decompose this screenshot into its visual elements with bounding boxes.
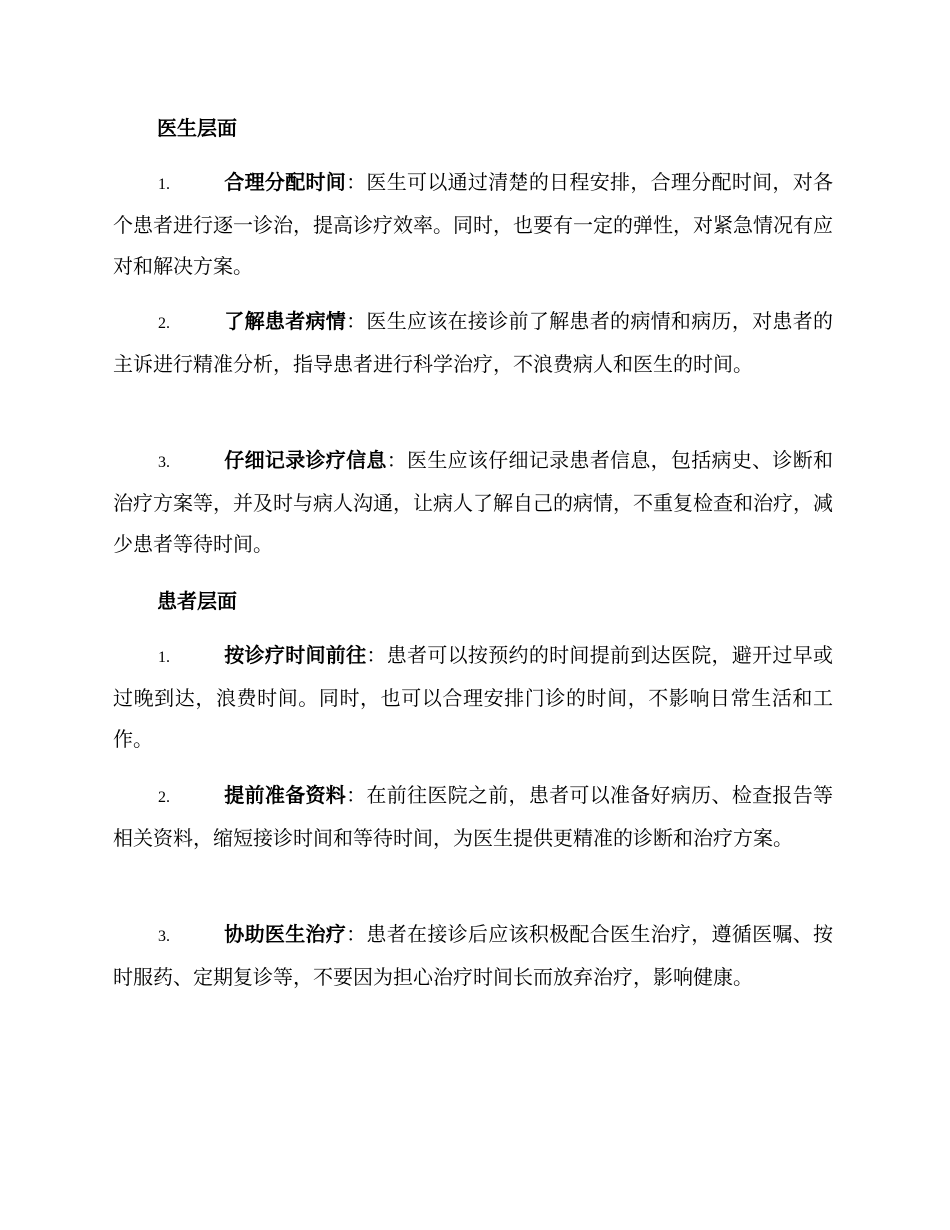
item-text: 医生应该在接诊前了解患者的病情和病历，对患者的主诉进行精准分析，指导患者进行科学治疗，不浪费病人和医生的时间。 bbox=[113, 309, 834, 376]
list-item-doctor-1 bbox=[113, 162, 833, 287]
list-item-doctor-2 bbox=[113, 301, 833, 385]
section-heading-doctor: 医生层面 bbox=[157, 116, 237, 140]
list-number: 3. bbox=[158, 928, 170, 945]
item-text: 医生应该仔细记录患者信息，包括病史、诊断和治疗方案等，并及时与病人沟通，让病人了解自己的病情，不重复检查和治疗，减少患者等待时间。 bbox=[113, 448, 834, 556]
item-separator: ： bbox=[346, 783, 367, 807]
item-term: 仔细记录诊疗信息 bbox=[224, 448, 387, 472]
item-text: 医生可以通过清楚的日程安排，合理分配时间，对各个患者进行逐一诊治，提高诊疗效率。同时，也要有一定的弹性，对紧急情况有应对和解决方案。 bbox=[113, 170, 834, 278]
item-term: 协助医生治疗 bbox=[224, 922, 347, 946]
list-item-patient-3 bbox=[113, 914, 833, 998]
item-term: 了解患者病情 bbox=[224, 309, 347, 333]
item-separator: ： bbox=[366, 643, 387, 667]
item-separator: ： bbox=[346, 309, 367, 333]
list-item-patient-1 bbox=[113, 635, 833, 760]
item-text: 在前往医院之前，患者可以准备好病历、检查报告等相关资料，缩短接诊时间和等待时间，为医生提供更精准的诊断和治疗方案。 bbox=[113, 783, 834, 850]
item-text: 患者可以按预约的时间提前到达医院，避开过早或过晚到达，浪费时间。同时，也可以合理安排门诊的时间，不影响日常生活和工作。 bbox=[113, 643, 834, 751]
list-number: 2. bbox=[158, 789, 170, 806]
list-number: 1. bbox=[158, 649, 170, 666]
list-item-doctor-3 bbox=[113, 440, 833, 565]
item-separator: ： bbox=[386, 448, 408, 472]
section-heading-patient: 患者层面 bbox=[157, 589, 237, 613]
list-number: 2. bbox=[158, 315, 170, 332]
list-number: 1. bbox=[158, 176, 170, 193]
item-term: 合理分配时间 bbox=[224, 170, 347, 194]
list-number: 3. bbox=[158, 454, 170, 471]
item-term: 提前准备资料 bbox=[224, 783, 347, 807]
item-term: 按诊疗时间前往 bbox=[224, 643, 367, 667]
item-text: 患者在接诊后应该积极配合医生治疗，遵循医嘱、按时服药、定期复诊等，不要因为担心治疗时间长而放弃治疗，影响健康。 bbox=[113, 922, 834, 989]
item-separator: ： bbox=[346, 170, 367, 194]
item-separator: ： bbox=[346, 922, 367, 946]
list-item-patient-2 bbox=[113, 775, 833, 859]
